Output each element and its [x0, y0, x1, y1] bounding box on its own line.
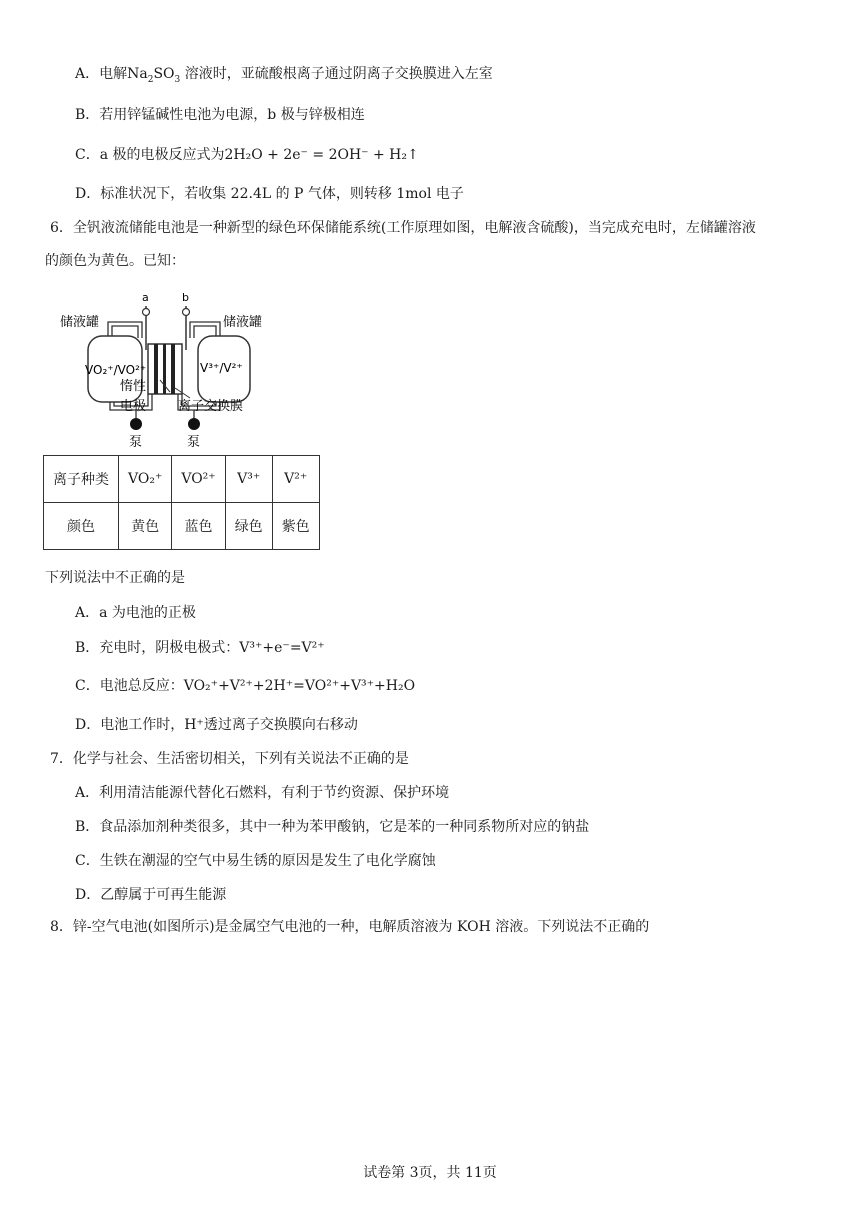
page-footer: 试卷第 3页，共 11页	[363, 1165, 497, 1181]
q7-option-c: C．生铁在潮湿的空气中易生锈的原因是发生了电化学腐蚀	[75, 853, 436, 869]
table-cell: 黄色	[119, 503, 172, 550]
tank-left-label: 储液罐	[60, 315, 100, 330]
q5-option-c: C．a 极的电极反应式为2H₂O + 2e⁻ = 2OH⁻ + H₂↑	[75, 147, 419, 163]
q7-option-a: A．利用清洁能源代替化石燃料，有利于节约资源、保护环境	[75, 785, 450, 801]
electrode-label: 电极	[120, 399, 147, 414]
table-cell: VO²⁺	[172, 456, 225, 503]
label-b: b	[182, 291, 189, 304]
q6-option-c: C．电池总反应：VO₂⁺+V²⁺+2H⁺=VO²⁺+V³⁺+H₂O	[75, 678, 416, 694]
q7-option-d: D．乙醇属于可再生能源	[75, 887, 227, 903]
pump-right-icon	[188, 418, 200, 430]
q5-option-a: A．电解$Na_2SO_3$ 溶液时，亚硫酸根离子通过阴离子交换膜进入左室	[75, 66, 493, 85]
pump-right-label: 泵	[187, 435, 201, 450]
battery-diagram	[60, 288, 270, 450]
table-cell: VO₂⁺	[119, 456, 172, 503]
q6-stem-line2: 的颜色为黄色。已知：	[45, 253, 185, 269]
table-cell: 绿色	[225, 503, 272, 550]
table-cell: 颜色	[44, 503, 119, 550]
table-cell: 紫色	[272, 503, 319, 550]
table-cell: 蓝色	[172, 503, 225, 550]
table-row	[44, 456, 320, 503]
inert-label: 惰性	[120, 379, 147, 394]
tank-left-content: VO₂⁺/VO²⁺	[85, 363, 147, 377]
tank-right-label: 储液罐	[223, 315, 263, 330]
q6-option-b: B．充电时，阴极电极式：V³⁺+e⁻=V²⁺	[75, 640, 325, 656]
table-cell: V²⁺	[272, 456, 319, 503]
pump-left-label: 泵	[129, 435, 143, 450]
table-row	[44, 503, 320, 550]
table-cell: V³⁺	[225, 456, 272, 503]
q8-stem: 8．锌-空气电池(如图所示)是金属空气电池的一种，电解质溶液为 KOH 溶液。下列说法不正确的	[50, 919, 650, 935]
label-a: a	[142, 291, 149, 304]
membrane-label: 离子交换膜	[178, 399, 244, 414]
q5-option-d: D．标准状况下，若收集 22.4L 的 P 气体，则转移 1mol 电子	[75, 186, 464, 202]
table-cell: 离子种类	[44, 456, 119, 503]
pump-left-icon	[130, 418, 142, 430]
tank-right-content: V³⁺/V²⁺	[200, 361, 243, 375]
q6-prompt: 下列说法中不正确的是	[45, 570, 185, 586]
q6-option-a: A．a 为电池的正极	[75, 605, 196, 621]
q7-option-b: B．食品添加剂种类很多，其中一种为苯甲酸钠，它是苯的一种同系物所对应的钠盐	[75, 819, 590, 835]
q6-stem-line1: 6．全钒液流储能电池是一种新型的绿色环保储能系统(工作原理如图，电解液含硫酸)，当完成充电时，左储罐溶液	[50, 220, 756, 236]
q5-option-b: B．若用锌锰碱性电池为电源，b 极与锌极相连	[75, 107, 365, 123]
q7-stem: 7．化学与社会、生活密切相关，下列有关说法不正确的是	[50, 751, 409, 767]
q6-option-d: D．电池工作时，H⁺透过离子交换膜向右移动	[75, 717, 358, 733]
ion-color-table	[43, 455, 320, 550]
